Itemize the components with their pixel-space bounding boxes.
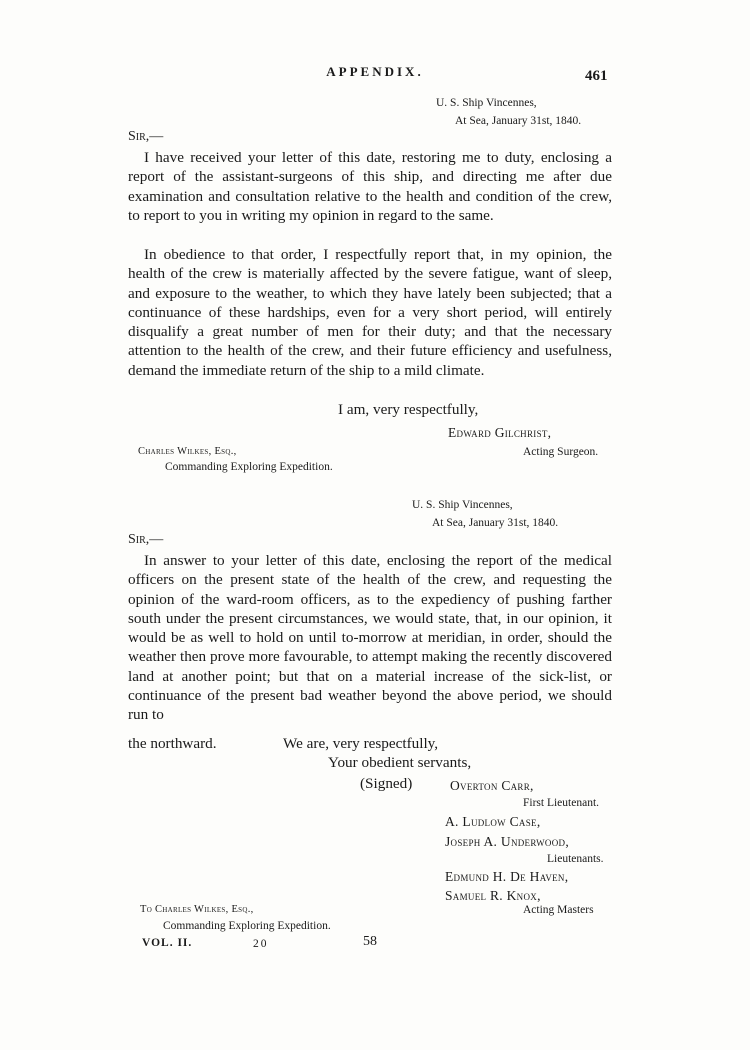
letter1-paragraph1: I have received your letter of this date, restoring me to duty, enclosing a report of the assistant-surgeons of this ship, and directing me after due examination and consultation relative to the health and condition of the crew, to report to you in writing my opinion in regard to the same. [128, 149, 612, 224]
letter2-closing2: Your obedient servants, [328, 754, 472, 771]
letter2-address-line1: U. S. Ship Vincennes, [412, 499, 513, 511]
letter2-sig4-name: Edmund H. De Haven, [445, 869, 569, 884]
running-head: APPENDIX. [326, 64, 424, 79]
letter1-closing: I am, very respectfully, [338, 401, 479, 418]
letter2-sig3-title: Lieutenants. [547, 853, 604, 865]
letter2-sig2-name: A. Ludlow Case, [445, 814, 541, 829]
letter1-addressee-name: Charles Wilkes, Esq., [138, 446, 237, 457]
letter2-sig5-name: Samuel R. Knox, [445, 888, 541, 903]
footer-volume: VOL. II. [142, 937, 193, 949]
letter1-salutation: Sir,— [128, 129, 164, 144]
letter2-last-line-start: the northward. [128, 735, 217, 752]
letter2-paragraph1: In answer to your letter of this date, enclosing the report of the medical officers on the present state of the health of the crew, and requesting the opinion of the ward-room officers, as to the expediency of pushing farther south under the present circumstances, we would state, that, in our opinion, it would be as well to hold on until to-morrow at meridian, in order, should the weather then prove more favourable, to attempt making the recently discovered land at another point; but that on a material increase of the sick-list, or continuance of the present bad weather beyond the above period, we should run to [128, 552, 612, 724]
letter2-sig3-name: Joseph A. Underwood, [445, 834, 570, 849]
letter1-address-line2: At Sea, January 31st, 1840. [455, 115, 582, 127]
letter1-signature-title: Acting Surgeon. [523, 446, 599, 458]
letter2-addressee-title: Commanding Exploring Expedition. [163, 920, 331, 932]
page-number: 461 [585, 68, 608, 84]
letter2-sig5-title: Acting Masters [523, 904, 594, 916]
footer-signature-mark: 20 [253, 938, 269, 950]
letter2-sig1-name: Overton Carr, [450, 778, 534, 793]
letter2-address-line2: At Sea, January 31st, 1840. [432, 517, 559, 529]
letter2-addressee-name: To Charles Wilkes, Esq., [140, 904, 254, 915]
letter2-signed: (Signed) [360, 775, 413, 792]
letter1-paragraph2: In obedience to that order, I respectfully report that, in my opinion, the health of the crew is materially affected by the severe fatigue, want of sleep, and exposure to the weather, to which they have lately been subjected; that a continuance of these hardships, even for a very short period, will entirely disqualify a great number of men for their duty; and that the necessary attention to the health of the crew, and their future efficiency and usefulness, demand the immediate return of the ship to a mild climate. [128, 246, 612, 379]
letter1-address-line1: U. S. Ship Vincennes, [436, 97, 537, 109]
letter2-sig1-title: First Lieutenant. [523, 797, 600, 809]
letter1-addressee-title: Commanding Exploring Expedition. [165, 461, 333, 473]
footer-sheet-number: 58 [363, 934, 377, 949]
letter2-closing1: We are, very respectfully, [283, 735, 439, 752]
letter1-signature-name: Edward Gilchrist, [448, 425, 552, 440]
letter2-salutation: Sir,— [128, 532, 164, 547]
